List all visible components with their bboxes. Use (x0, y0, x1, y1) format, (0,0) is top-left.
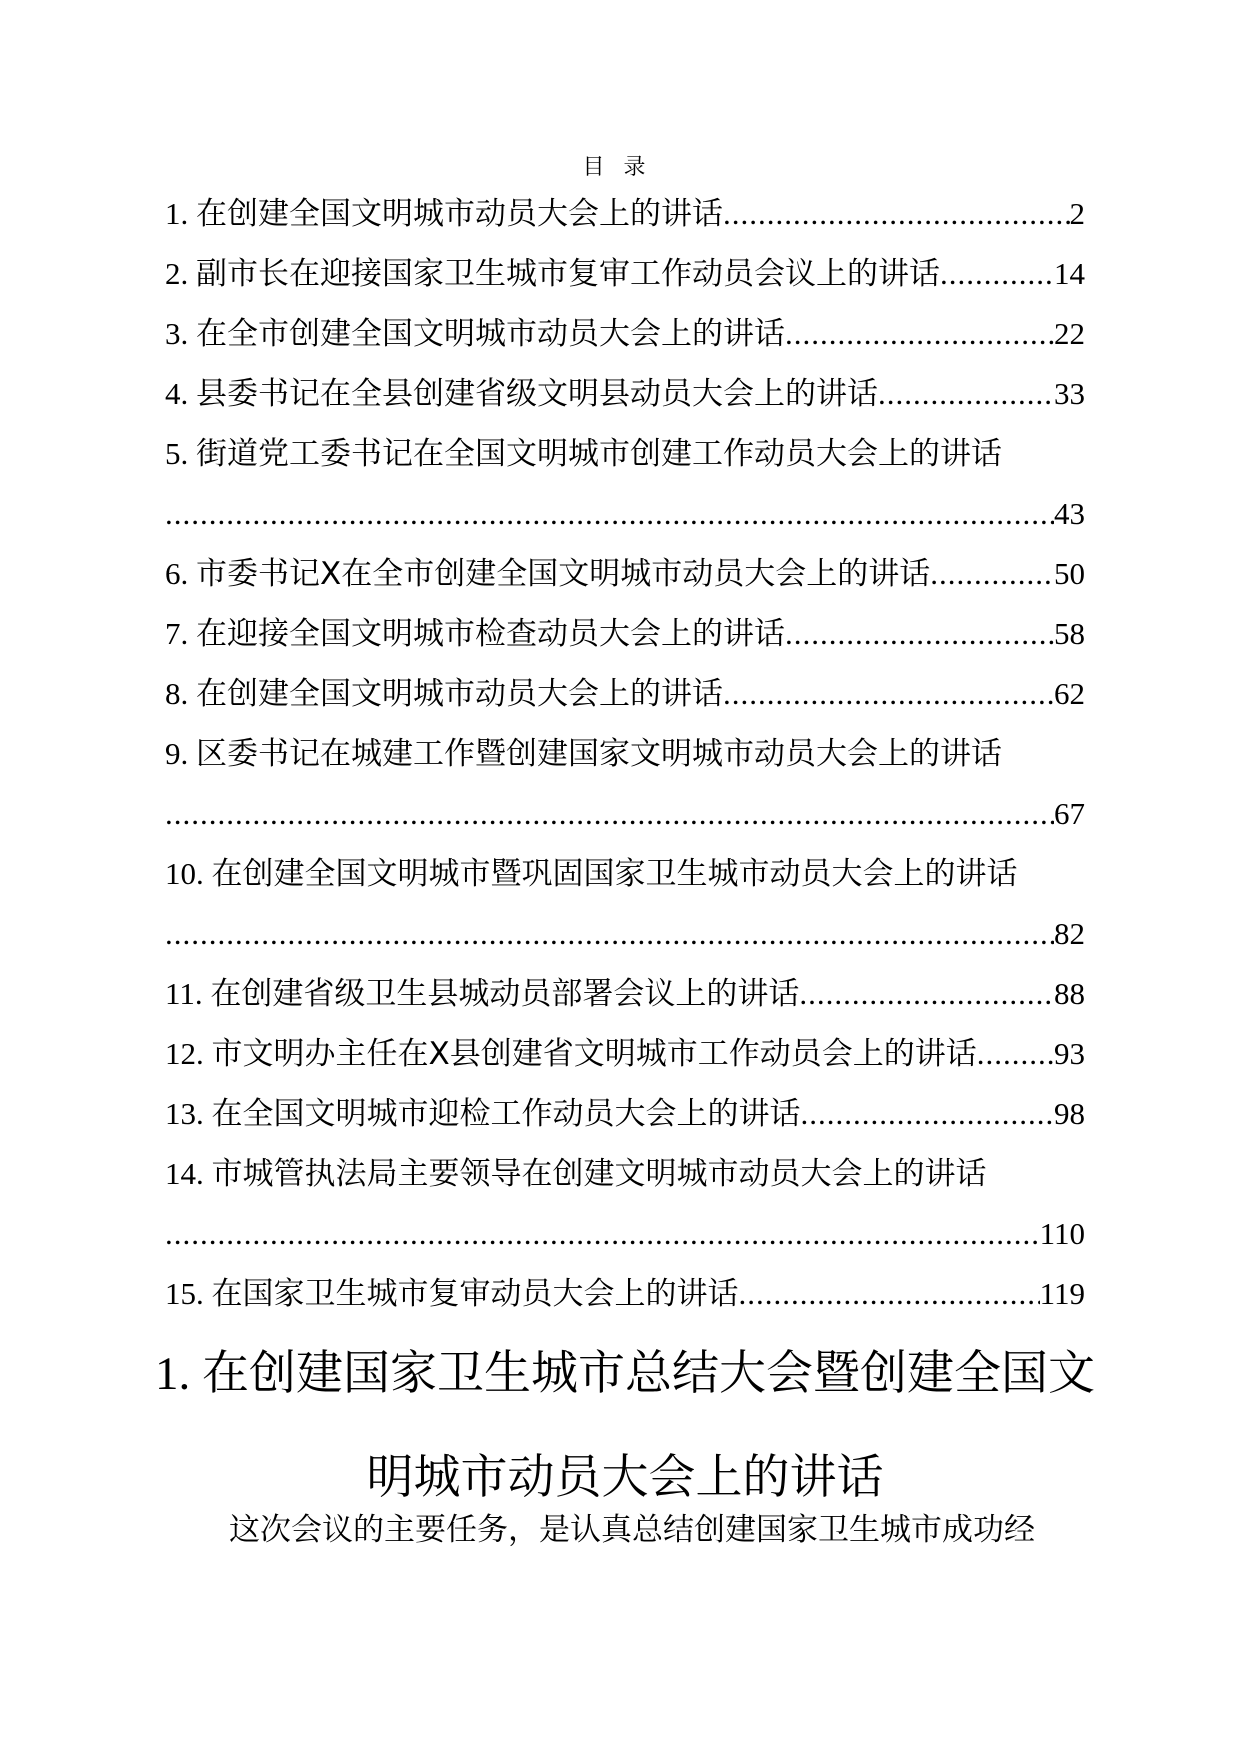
toc-entry-title (165, 544, 930, 604)
toc-entry-number: 12. (165, 1036, 212, 1071)
toc-entry-text: 副市长在迎接国家卫生城市复审工作动员会议上的讲话 (196, 256, 940, 292)
toc-entry-number: 4. (165, 376, 196, 411)
toc-entry-page-number: 98 (1054, 1096, 1085, 1131)
toc-entry-number: 14. (165, 1156, 212, 1191)
toc-leader-dots (723, 184, 1070, 244)
document-title-text-1: 在创建国家卫生城市总结大会暨创建全国文 (202, 1346, 1095, 1401)
toc-entry[interactable] (165, 364, 1085, 424)
toc-entry[interactable] (165, 964, 1085, 1024)
toc-entry-line (165, 664, 1085, 724)
toc-entry-page-number: 22 (1054, 316, 1085, 351)
toc-entry-number: 9. (165, 736, 196, 771)
toc-entry[interactable] (165, 1084, 1085, 1144)
toc-entry-title (165, 244, 940, 304)
toc-leader-dots (165, 1204, 1040, 1264)
toc-entry-number: 5. (165, 436, 196, 471)
toc-entry[interactable] (165, 1144, 1085, 1264)
toc-entry-title (165, 1264, 739, 1324)
document-title-number: 1. (155, 1348, 202, 1400)
toc-entry-number: 1. (165, 196, 196, 231)
toc-entry-title (165, 844, 1018, 904)
toc-entry-title (165, 1024, 977, 1084)
toc-entry-line (165, 604, 1085, 664)
toc-entry-text: 市委书记X在全市创建全国文明城市动员大会上的讲话 (196, 556, 931, 592)
toc-leader-dots (799, 964, 1054, 1024)
toc-entry[interactable] (165, 424, 1085, 544)
toc-entry[interactable] (165, 304, 1085, 364)
document-title-line-1 (150, 1322, 1100, 1426)
toc-entry-page-number: 88 (1054, 976, 1085, 1011)
toc-leader-dots (739, 1264, 1040, 1324)
toc-leader-dots (785, 604, 1054, 664)
toc-entry-text: 在全市创建全国文明城市动员大会上的讲话 (196, 316, 785, 352)
toc-leader-dots (165, 904, 1054, 964)
toc-entry[interactable] (165, 1024, 1085, 1084)
toc-entry-line (165, 1084, 1085, 1144)
toc-entry-page-number: 50 (1054, 556, 1085, 591)
toc-entry-page-number: 119 (1039, 1276, 1085, 1311)
toc-entry-number: 10. (165, 856, 212, 891)
document-body-paragraph: 这次会议的主要任务，是认真总结创建国家卫生城市成功经 (229, 1512, 1035, 1548)
toc-entry-text: 市文明办主任在X县创建省文明城市工作动员会上的讲话 (211, 1036, 977, 1072)
toc-leader-dots (878, 364, 1054, 424)
toc-entry-text: 在国家卫生城市复审动员大会上的讲话 (211, 1276, 739, 1312)
toc-leader-dots (940, 244, 1054, 304)
toc-entry-text: 在创建全国文明城市动员大会上的讲话 (196, 196, 723, 232)
toc-entry-title (165, 364, 878, 424)
toc-entry-page-number: 93 (1054, 1036, 1085, 1071)
toc-entry-number: 15. (165, 1276, 212, 1311)
toc-entry-text: 在全国文明城市迎检工作动员大会上的讲话 (211, 1096, 801, 1132)
toc-entry-page-number: 33 (1054, 376, 1085, 411)
toc-entry-text: 区委书记在城建工作暨创建国家文明城市动员大会上的讲话 (196, 736, 1002, 772)
toc-entry-page-number: 110 (1039, 1216, 1085, 1251)
toc-heading: 目 录 (582, 155, 652, 180)
toc-entry-title (165, 304, 785, 364)
toc-entry[interactable] (165, 184, 1085, 244)
toc-entry[interactable] (165, 844, 1085, 964)
toc-entry-line (165, 964, 1085, 1024)
toc-entry-number: 3. (165, 316, 196, 351)
document-title-line-2: 明城市动员大会上的讲话 (366, 1450, 884, 1505)
toc-entry-page-number: 43 (1054, 496, 1085, 531)
document-title (150, 1322, 1100, 1530)
toc-leader-dots (785, 304, 1054, 364)
toc-entry[interactable] (165, 244, 1085, 304)
toc-entry-text: 县委书记在全县创建省级文明县动员大会上的讲话 (196, 376, 878, 412)
toc-entry-line (165, 484, 1085, 544)
toc-entry[interactable] (165, 724, 1085, 844)
toc-leader-dots (977, 1024, 1054, 1084)
toc-entry-title (165, 1084, 801, 1144)
toc-entry-line (165, 904, 1085, 964)
toc-entry-text: 在迎接全国文明城市检查动员大会上的讲话 (196, 616, 785, 652)
toc-entry-line (165, 304, 1085, 364)
toc-entry[interactable] (165, 1264, 1085, 1324)
toc-entry-title (165, 664, 723, 724)
toc-entry-line (165, 544, 1085, 604)
toc-entry-line (165, 844, 1085, 904)
toc-entry-text: 在创建省级卫生县城动员部署会议上的讲话 (210, 976, 800, 1012)
toc-entry-line (165, 424, 1085, 484)
toc-entry-title (165, 184, 723, 244)
toc-entry-line (165, 724, 1085, 784)
toc-entry-text: 街道党工委书记在全国文明城市创建工作动员大会上的讲话 (196, 436, 1002, 472)
toc-entry-line (165, 184, 1085, 244)
toc-leader-dots (723, 664, 1054, 724)
table-of-contents (165, 184, 1085, 1324)
toc-entry-text: 在创建全国文明城市暨巩固国家卫生城市动员大会上的讲话 (211, 856, 1018, 892)
toc-entry-page-number: 58 (1054, 616, 1085, 651)
toc-entry[interactable] (165, 544, 1085, 604)
toc-entry-number: 11. (165, 976, 211, 1011)
toc-entry-title (165, 724, 1002, 784)
toc-entry-title (165, 964, 799, 1024)
toc-entry-page-number: 14 (1054, 256, 1085, 291)
toc-entry-page-number: 62 (1054, 676, 1085, 711)
toc-entry-text: 在创建全国文明城市动员大会上的讲话 (196, 676, 723, 712)
toc-entry-number: 8. (165, 676, 196, 711)
toc-entry-line (165, 244, 1085, 304)
toc-entry-line (165, 1144, 1085, 1204)
toc-entry-number: 7. (165, 616, 196, 651)
toc-entry[interactable] (165, 664, 1085, 724)
toc-entry-number: 6. (165, 556, 196, 591)
toc-entry-number: 13. (165, 1096, 212, 1131)
toc-leader-dots (165, 784, 1054, 844)
toc-entry-page-number: 67 (1054, 796, 1085, 831)
toc-entry-text: 市城管执法局主要领导在创建文明城市动员大会上的讲话 (211, 1156, 987, 1192)
toc-entry-line (165, 1024, 1085, 1084)
toc-entry-line (165, 784, 1085, 844)
toc-leader-dots (165, 484, 1054, 544)
toc-entry-title (165, 1144, 987, 1204)
toc-entry-title (165, 604, 785, 664)
toc-leader-dots (930, 544, 1054, 604)
toc-leader-dots (801, 1084, 1055, 1144)
toc-entry-number: 2. (165, 256, 196, 291)
toc-entry-title (165, 424, 1002, 484)
toc-entry-page-number: 82 (1054, 916, 1085, 951)
toc-entry-line (165, 1204, 1085, 1264)
toc-entry-line (165, 364, 1085, 424)
toc-entry-page-number: 2 (1069, 196, 1085, 231)
toc-entry[interactable] (165, 604, 1085, 664)
toc-entry-line (165, 1264, 1085, 1324)
